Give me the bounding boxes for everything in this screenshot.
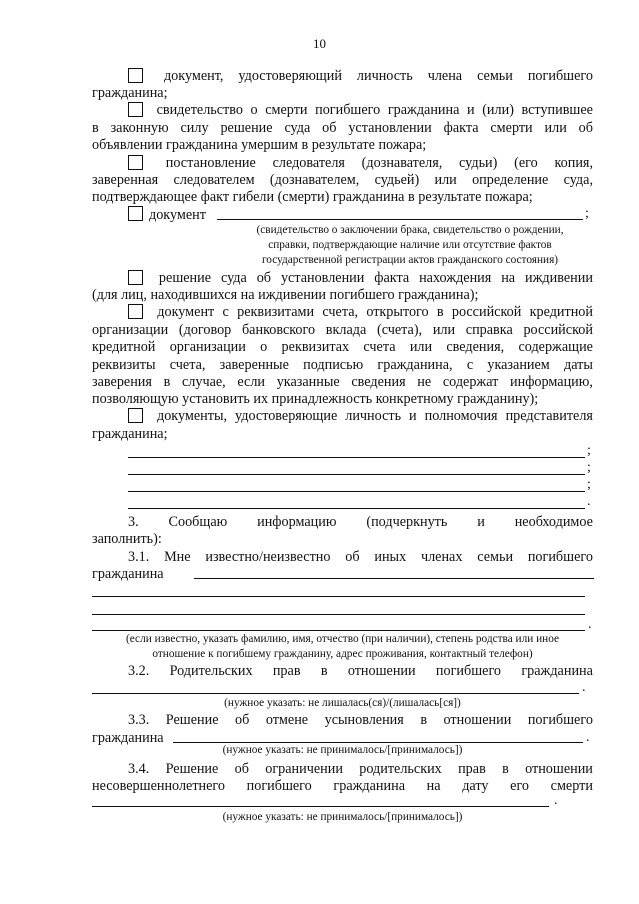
word: (его bbox=[514, 155, 538, 171]
item-dependency-decision-line-1 bbox=[128, 270, 593, 287]
word: законную bbox=[110, 120, 169, 136]
word: в bbox=[92, 120, 99, 136]
adoption-end: . bbox=[586, 730, 590, 745]
item-civil-document-line bbox=[128, 206, 593, 224]
family-members-end: . bbox=[588, 617, 592, 632]
checkbox-identity-doc[interactable] bbox=[128, 68, 143, 83]
word: документ bbox=[157, 304, 215, 320]
word: об bbox=[235, 712, 250, 728]
blank-line-3[interactable] bbox=[128, 491, 585, 492]
word: факта bbox=[443, 120, 479, 136]
word: представителя bbox=[505, 408, 593, 424]
word: иных bbox=[374, 549, 407, 565]
word: отношении bbox=[347, 663, 416, 679]
word: погибшего bbox=[246, 778, 312, 794]
word: на bbox=[426, 778, 441, 794]
word: суда bbox=[220, 270, 247, 286]
word: 3.3. bbox=[128, 712, 150, 728]
word: сведения, bbox=[446, 339, 505, 355]
word: постановление bbox=[165, 155, 256, 171]
word: 3. bbox=[128, 514, 139, 530]
word: факта bbox=[374, 270, 410, 286]
word: сведения bbox=[351, 374, 406, 390]
word: в bbox=[420, 712, 428, 728]
parental-rights-field[interactable] bbox=[92, 693, 579, 694]
adoption-note: (нужное указать: не принималось/[принималось]) bbox=[222, 744, 463, 756]
word: об bbox=[256, 270, 272, 286]
item-bank-account-line-3 bbox=[92, 339, 593, 356]
item-death-certificate-line-2 bbox=[92, 120, 593, 137]
word: суда bbox=[284, 120, 311, 136]
blank-line-1-end: ; bbox=[587, 443, 591, 458]
civil-document-note-1: (свидетельство о заключении брака, свидетельство о рождении, bbox=[256, 224, 564, 236]
section32-line-1 bbox=[128, 663, 593, 680]
word: вступившее bbox=[521, 102, 593, 118]
word: личность bbox=[356, 68, 413, 84]
word: гражданина bbox=[387, 102, 460, 118]
word: полномочия bbox=[424, 408, 498, 424]
blank-line-2-end: ; bbox=[587, 460, 591, 475]
word: организации bbox=[169, 339, 246, 355]
word: с bbox=[466, 357, 474, 373]
word: 3.4. bbox=[128, 761, 150, 777]
word: российской bbox=[523, 322, 593, 338]
item-investigator-decision-line-1 bbox=[128, 155, 593, 172]
word: банковского bbox=[241, 322, 316, 338]
word: счета bbox=[363, 339, 396, 355]
section3-intro-line-1 bbox=[128, 514, 593, 531]
word: Решение bbox=[165, 712, 219, 728]
word: смерти bbox=[265, 102, 308, 118]
item-investigator-decision-line-2 bbox=[92, 172, 593, 189]
word: кредитной bbox=[92, 339, 156, 355]
word: документ, bbox=[163, 68, 224, 84]
item-bank-account-line-1 bbox=[128, 304, 593, 321]
blank-line-2[interactable] bbox=[128, 474, 585, 475]
word: судьей) bbox=[374, 172, 420, 188]
word: личность bbox=[345, 408, 402, 424]
family-members-note-2: отношение к погибшему гражданину, адрес проживания, контактный телефон) bbox=[152, 648, 533, 660]
word: погибшего bbox=[527, 68, 593, 84]
word: указанные bbox=[276, 374, 340, 390]
word: счета, bbox=[322, 304, 359, 320]
word: указанием bbox=[487, 357, 550, 373]
word: в bbox=[320, 663, 328, 679]
word: реквизитах bbox=[281, 339, 350, 355]
civil-document-end: ; bbox=[585, 206, 589, 221]
word: установлении bbox=[280, 270, 365, 286]
blank-line-1[interactable] bbox=[128, 457, 585, 458]
word: члена bbox=[427, 68, 463, 84]
word: об bbox=[234, 761, 249, 777]
word: на bbox=[501, 270, 516, 286]
word: и bbox=[477, 514, 485, 530]
word: погибшего bbox=[315, 102, 381, 118]
item-death-certificate-line-3: объявлении гражданина умершим в результате пожара; bbox=[92, 137, 427, 153]
parental-rights-note: (нужное указать: не лишалась(ся)/(лишалась[ся]) bbox=[224, 697, 461, 709]
item-investigator-decision-line-3: подтверждающее факт гибели (смерти) гражданина в результате пожара; bbox=[92, 189, 533, 205]
word: (дознавателя, bbox=[361, 155, 443, 171]
section31-line-1 bbox=[128, 549, 593, 566]
word: справка bbox=[465, 322, 513, 338]
word: в bbox=[502, 761, 509, 777]
word: информацию, bbox=[510, 374, 593, 390]
restriction-field[interactable] bbox=[92, 806, 549, 807]
word: реквизитами bbox=[237, 304, 315, 320]
section31-line-2-label: гражданина bbox=[92, 566, 164, 582]
word: заверения bbox=[92, 374, 152, 390]
word: Сообщаю bbox=[168, 514, 228, 530]
item-identity-doc-line-2: гражданина; bbox=[92, 85, 168, 101]
item-bank-account-line-5 bbox=[92, 374, 593, 391]
page-number: 10 bbox=[313, 36, 326, 51]
blank-line-4[interactable] bbox=[128, 508, 585, 509]
word: Решение bbox=[165, 761, 219, 777]
word: свидетельство bbox=[156, 102, 243, 118]
word: решение bbox=[158, 270, 212, 286]
item-representative-docs-line-2: гражданина; bbox=[92, 426, 168, 442]
word: судьи) bbox=[459, 155, 498, 171]
word: решение bbox=[220, 120, 273, 136]
word: прав bbox=[272, 663, 301, 679]
word: копия, bbox=[554, 155, 593, 171]
word: гражданина bbox=[333, 778, 406, 794]
word: семьи bbox=[477, 549, 514, 565]
word: документы, bbox=[156, 408, 228, 424]
word: российской bbox=[451, 304, 522, 320]
checkbox-civil-document[interactable] bbox=[128, 206, 143, 221]
word: 3.2. bbox=[128, 663, 150, 679]
word: прав bbox=[458, 761, 486, 777]
word: и bbox=[409, 408, 417, 424]
word: погибшего bbox=[435, 663, 502, 679]
section3-intro-line-2: заполнить): bbox=[92, 531, 162, 547]
section34-line-1 bbox=[128, 761, 593, 778]
family-members-note-1: (если известно, указать фамилию, имя, отчество (при наличии), степень родства или иное bbox=[126, 633, 559, 645]
checkbox-representative-docs[interactable] bbox=[128, 408, 143, 423]
word: информацию bbox=[257, 514, 337, 530]
word: 3.1. bbox=[128, 549, 150, 565]
word: (договор bbox=[178, 322, 232, 338]
restriction-end: . bbox=[554, 793, 558, 808]
word: с bbox=[222, 304, 229, 320]
blank-line-4-end: . bbox=[587, 494, 591, 509]
word: случае, bbox=[181, 374, 226, 390]
family-members-field-2[interactable] bbox=[92, 596, 585, 597]
word: определение bbox=[472, 172, 549, 188]
word: и bbox=[467, 102, 475, 118]
word: (дознавателем, bbox=[269, 172, 360, 188]
word: несовершеннолетнего bbox=[92, 778, 225, 794]
word: семьи bbox=[477, 68, 513, 84]
item-identity-doc-line-1 bbox=[128, 68, 593, 85]
word: смерти bbox=[490, 120, 533, 136]
family-members-field-4[interactable] bbox=[92, 630, 585, 631]
checkbox-death-certificate[interactable] bbox=[128, 102, 143, 117]
civil-document-note-2: справки, подтверждающие наличие или отсутствие фактов bbox=[268, 239, 552, 251]
civil-document-note-3: государственной регистрации актов гражданского состояния) bbox=[261, 254, 559, 266]
word: гражданина bbox=[521, 663, 593, 679]
word: если bbox=[237, 374, 266, 390]
word: (или) bbox=[482, 102, 514, 118]
word: членах bbox=[420, 549, 463, 565]
family-members-field-1[interactable] bbox=[194, 578, 594, 579]
checkbox-investigator-decision[interactable] bbox=[128, 155, 143, 170]
word: кредитной bbox=[529, 304, 593, 320]
section34-line-2 bbox=[92, 778, 593, 795]
item-representative-docs-line-1 bbox=[128, 408, 593, 425]
word: в bbox=[163, 374, 171, 390]
family-members-field-3[interactable] bbox=[92, 614, 585, 615]
word: необходимое bbox=[514, 514, 593, 530]
checkbox-dependency-decision[interactable] bbox=[128, 270, 143, 285]
word: силу bbox=[180, 120, 209, 136]
word: отношении bbox=[443, 712, 512, 728]
word: об bbox=[322, 120, 337, 136]
word: его bbox=[510, 778, 529, 794]
word: удостоверяющие bbox=[235, 408, 338, 424]
word: гражданина, bbox=[377, 357, 453, 373]
word: даты bbox=[564, 357, 593, 373]
word: подписью bbox=[303, 357, 364, 373]
section33-line-1 bbox=[128, 712, 593, 729]
word: содержащие bbox=[518, 339, 593, 355]
word: следователем bbox=[173, 172, 255, 188]
word: заверенная bbox=[92, 172, 159, 188]
word: или bbox=[409, 339, 433, 355]
word: реквизиты bbox=[92, 357, 156, 373]
word: погибшего bbox=[527, 712, 593, 728]
word: ограничении bbox=[265, 761, 343, 777]
word: содержат bbox=[442, 374, 499, 390]
item-bank-account-line-4 bbox=[92, 357, 593, 374]
word: Мне bbox=[164, 549, 191, 565]
word: суда, bbox=[563, 172, 593, 188]
word: открытого bbox=[366, 304, 429, 320]
restriction-note: (нужное указать: не принималось/[принималось]) bbox=[222, 811, 463, 823]
word: Родительских bbox=[169, 663, 253, 679]
item-death-certificate-line-1 bbox=[128, 102, 593, 119]
word: известно/неизвестно bbox=[205, 549, 331, 565]
item-dependency-decision-line-2: (для лиц, находившихся на иждивении погибшего гражданина); bbox=[92, 287, 479, 303]
word: родительских bbox=[359, 761, 442, 777]
word: нахождения bbox=[419, 270, 492, 286]
checkbox-bank-account[interactable] bbox=[128, 304, 143, 319]
word: отмене bbox=[265, 712, 309, 728]
civil-document-field[interactable] bbox=[217, 219, 583, 220]
parental-rights-end: . bbox=[582, 680, 586, 695]
word: следователя bbox=[272, 155, 345, 171]
word: или bbox=[432, 322, 456, 338]
blank-line-3-end: ; bbox=[587, 477, 591, 492]
word: удостоверяющий bbox=[238, 68, 342, 84]
word: (счета), bbox=[376, 322, 423, 338]
word: о bbox=[250, 102, 258, 118]
word: установлении bbox=[348, 120, 432, 136]
section33-line-2-label: гражданина bbox=[92, 730, 164, 746]
word: или bbox=[544, 120, 567, 136]
word: отношении bbox=[525, 761, 593, 777]
word: усыновления bbox=[324, 712, 404, 728]
word: иждивении bbox=[525, 270, 593, 286]
word: вклада bbox=[325, 322, 367, 338]
word: об bbox=[578, 120, 593, 136]
word: об bbox=[345, 549, 360, 565]
word: смерти bbox=[550, 778, 593, 794]
civil-document-label: документ bbox=[149, 207, 206, 223]
word: не bbox=[417, 374, 432, 390]
item-bank-account-line-6: позволяющую установить их принадлежность конкретному гражданину); bbox=[92, 391, 539, 407]
word: организации bbox=[92, 322, 169, 338]
word: дату bbox=[462, 778, 489, 794]
word: о bbox=[260, 339, 268, 355]
word: (подчеркнуть bbox=[366, 514, 448, 530]
word: заверенные bbox=[219, 357, 289, 373]
word: или bbox=[434, 172, 457, 188]
word: в bbox=[436, 304, 444, 320]
item-bank-account-line-2 bbox=[92, 322, 593, 339]
word: счета, bbox=[169, 357, 206, 373]
word: погибшего bbox=[527, 549, 593, 565]
